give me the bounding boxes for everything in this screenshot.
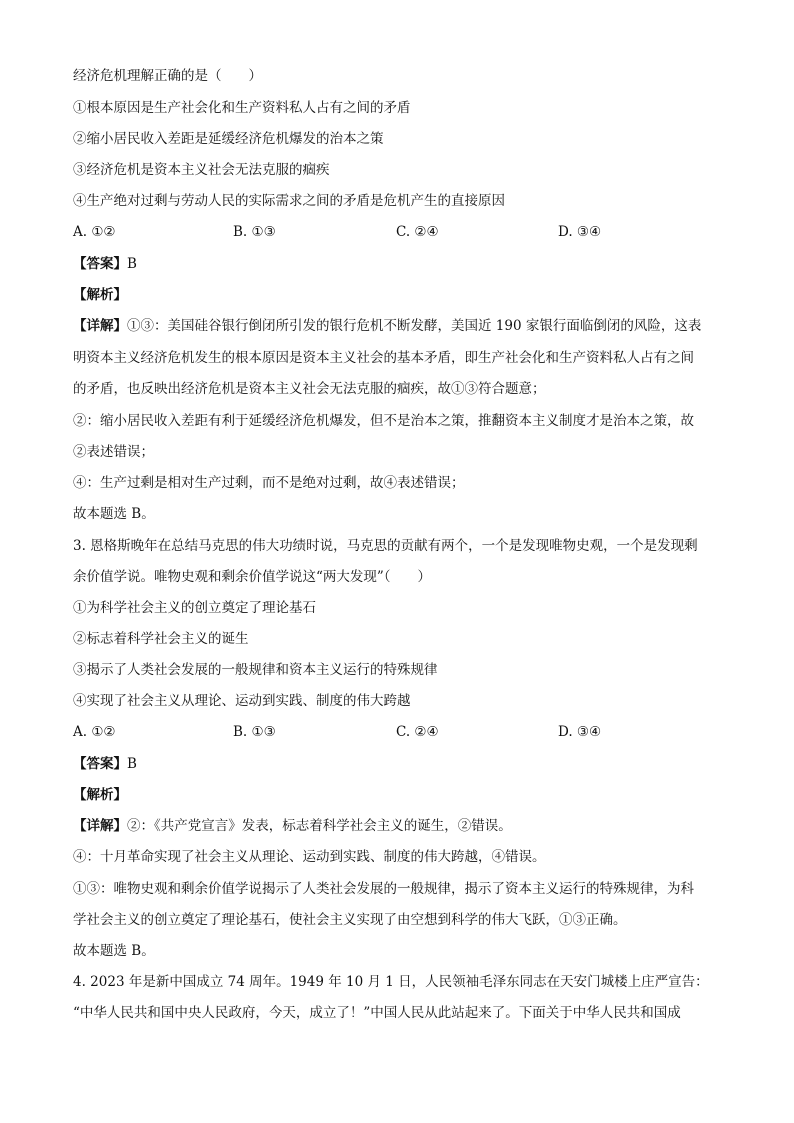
- option-b: B. ①③: [233, 724, 276, 740]
- detail-text: ②：《共产党宣言》发表，标志着科学社会主义的诞生，②错误。: [127, 818, 512, 834]
- detail-tag: 【详解】: [73, 818, 127, 834]
- choice-statement: ④实现了社会主义从理论、运动到实践、制度的伟大跨越: [73, 693, 411, 709]
- analysis-heading: [73, 786, 127, 804]
- detail-line: 明资本主义经济危机发生的根本原因是资本主义社会的基本矛盾，即生产社会化和生产资料私人占有之间: [73, 350, 694, 366]
- question-stem: 余价值学说。唯物史观和剩余价值学说这“两大发现”（ ）: [73, 569, 432, 585]
- detail-line: ①③：唯物史观和剩余价值学说揭示了人类社会发展的一般规律，揭示了资本主义运行的特殊规律，为科: [73, 881, 694, 897]
- detail-line: ②表述错误；: [73, 444, 154, 460]
- question-stem: 3. 恩格斯晚年在总结马克思的伟大功绩时说，马克思的贡献有两个，一个是发现唯物史观，一个是发现剩: [73, 538, 698, 554]
- detail-line: ④：十月革命实现了社会主义从理论、运动到实践、制度的伟大跨越，④错误。: [73, 849, 546, 865]
- answer-tag: 【答案】: [73, 756, 127, 772]
- choice-statement: ③经济危机是资本主义社会无法克服的痼疾: [73, 162, 330, 178]
- question-stem: 4. 2023 年是新中国成立 74 周年。1949 年 10 月 1 日，人民领袖毛泽东同志在天安门城楼上庄严宣告：: [73, 974, 709, 990]
- answer-tag: 【答案】: [73, 256, 127, 272]
- choice-statement: ②标志着科学社会主义的诞生: [73, 631, 249, 647]
- detail-tag: 【详解】: [73, 318, 127, 334]
- detail-line: [73, 317, 701, 335]
- analysis-tag: 【解析】: [73, 787, 127, 803]
- analysis-heading: [73, 286, 127, 304]
- question-stem: 经济危机理解正确的是（ ）: [73, 68, 262, 84]
- option-d: D. ③④: [558, 724, 602, 740]
- detail-line: [73, 817, 512, 835]
- answer-value: B: [127, 256, 137, 272]
- choice-statement: ④生产绝对过剩与劳动人民的实际需求之间的矛盾是危机产生的直接原因: [73, 193, 505, 209]
- option-c: C. ②④: [396, 224, 439, 240]
- choice-statement: ②缩小居民收入差距是延缓经济危机爆发的治本之策: [73, 131, 384, 147]
- analysis-tag: 【解析】: [73, 287, 127, 303]
- detail-line: 的矛盾，也反映出经济危机是资本主义社会无法克服的痼疾，故①③符合题意；: [73, 381, 546, 397]
- choice-statement: ①根本原因是生产社会化和生产资料私人占有之间的矛盾: [73, 100, 411, 116]
- detail-text: ①③：美国硅谷银行倒闭所引发的银行危机不断发酵，美国近 190 家银行面临倒闭的风险，这表: [127, 318, 702, 334]
- option-c: C. ②④: [396, 724, 439, 740]
- choice-statement: ③揭示了人类社会发展的一般规律和资本主义运行的特殊规律: [73, 662, 438, 678]
- option-a: A. ①②: [73, 224, 116, 240]
- detail-line: 故本题选 B。: [73, 943, 155, 959]
- answer-line: [73, 255, 137, 273]
- answer-value: B: [127, 756, 137, 772]
- detail-line: ④：生产过剩是相对生产过剩，而不是绝对过剩，故④表述错误；: [73, 475, 465, 491]
- option-a: A. ①②: [73, 724, 116, 740]
- detail-line: ②：缩小居民收入差距有利于延缓经济危机爆发，但不是治本之策，推翻资本主义制度才是治本之策，故: [73, 413, 694, 429]
- detail-line: 故本题选 B。: [73, 506, 155, 522]
- option-b: B. ①③: [233, 224, 276, 240]
- answer-line: [73, 755, 137, 773]
- question-stem: “中华人民共和国中央人民政府，今天，成立了！”中国人民从此站起来了。下面关于中华人民共和国成: [73, 1005, 681, 1021]
- option-d: D. ③④: [558, 224, 602, 240]
- detail-line: 学社会主义的创立奠定了理论基石，使社会主义实现了由空想到科学的伟大飞跃，①③正确。: [73, 912, 627, 928]
- choice-statement: ①为科学社会主义的创立奠定了理论基石: [73, 600, 316, 616]
